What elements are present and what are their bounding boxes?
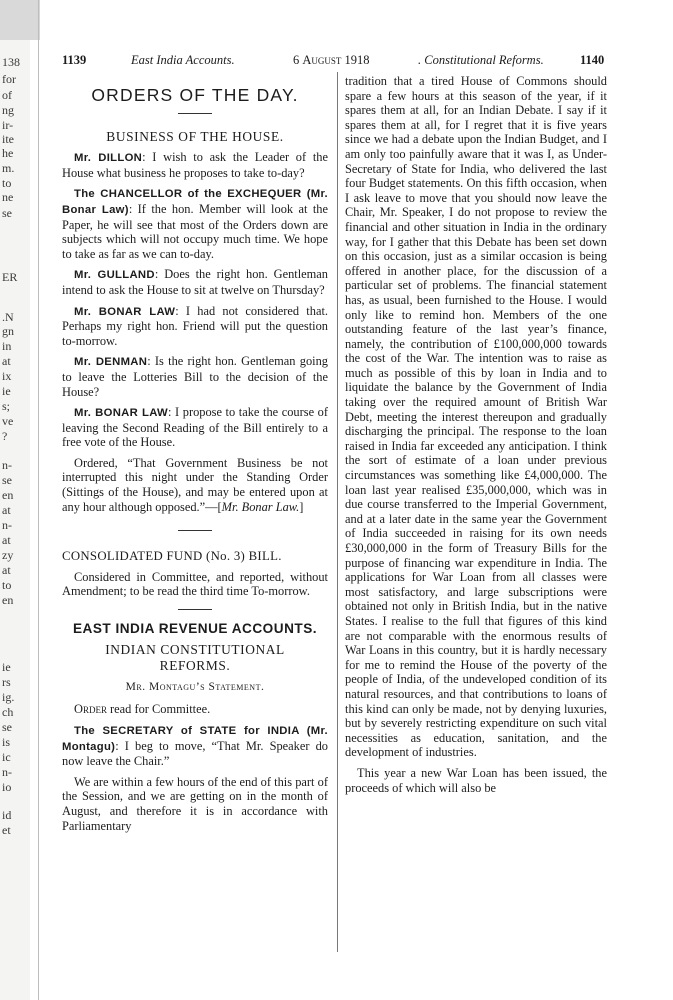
- margin-fragment: ve: [2, 414, 14, 428]
- speech-text: : I propose to take the course of leaving the Second Reading of the Bill entirely to a free vote of the House.: [62, 405, 328, 450]
- speech-dillon: [62, 150, 328, 180]
- margin-fragment: ig.: [2, 690, 15, 704]
- speaker-name: Mr. BONAR LAW: [74, 305, 176, 318]
- speaker-name: Mr. DILLON: [74, 152, 143, 165]
- section-rule: [178, 530, 212, 531]
- business-heading: BUSINESS OF THE HOUSE.: [106, 128, 284, 144]
- margin-fragment: ic: [2, 750, 11, 764]
- speaker-name: Mr. DENMAN: [74, 356, 148, 369]
- margin-fragment: at: [2, 354, 11, 368]
- speech-text: : Is the right hon. Gentleman going to leave the Lotteries Bill to the decision of the House?: [62, 354, 328, 399]
- war-loan-paragraph: This year a new War Loan has been issued, the proceeds of which will also be: [345, 765, 607, 795]
- margin-fragment: en: [2, 593, 14, 607]
- page-number-left: 1139: [62, 53, 87, 67]
- previous-page-margin: [0, 40, 30, 1000]
- margin-fragment: for: [2, 72, 16, 86]
- heading-rule: [178, 113, 212, 114]
- montagu-speech-body: tradition that a tired House of Commons should spare a few hours at this season of the year, if it spares them at all, for an Indian Debate. I say if it spares them at all, for I regret that it is five years since we had a debate upon the Indian Budget, and I am only too painfully aware that it was I, as Under-Secretary of State for India, who delivered the last four Budget statements. On this fifth occasion, when I ask leave to move that you should now leave the Chair, Mr. Speaker, I do not propose to review the financial and other situation in India in the ordinary way, for I gather that this Debate has been set down on this occasion, just as a similar occasion is being offered in another place, for the discussion of a particular set of problems. The financial statement has, as usual, been furnished to the House. I would only like to remind hon. Members of the one outstanding feature of the last year’s finance, namely, the contribution of £100,000,000 towards the cost of the War. The intention was to raise as much as possible of this by loan in India and to liquidate the balance by the Government of India taking over the required amount of British War Debt, meeting the interest thereupon and gradually discharging the principal. The response to the loan raised in India far exceeded any anticipation. I think the sort of estimate of a loan under previous circumstances was something like £4,000,000. The loan last year realised £35,000,000, which was in due course transferred to the Imperial Government, and at a later date in the same year the Government of India succeeded in raising for its own needs £30,000,000 in the form of Treasury Bills for the purpose of financing war expenditure in India. The applications for War Loan from all classes were most satisfactory, and large subscriptions were obtained not only in British India, but in the native States. I realise to the full that figures of this kind are not comparable with the enormous results of War Loans in this country, but it is hardly necessary for me to remind the House of the poverty of the people of India, of the undeveloped condition of its natural resources, and that contributions to loans of this kind can only be made, not by denying luxuries, but by severely restricting expenditure on such vital necessities as education, sanitation, and the development of industries.: [345, 74, 607, 760]
- order-close: ]: [299, 499, 304, 514]
- date-month: August: [302, 53, 342, 67]
- reforms-heading-line1: INDIAN CONSTITUTIONAL: [105, 641, 285, 657]
- section-rule: [178, 609, 212, 610]
- speech-text: : If the hon. Member will look at the Paper, he will see that most of the Orders down are subjects which will not occupy much time. We hope to take as far as we can to-day.: [62, 201, 328, 261]
- margin-fragment: id: [2, 808, 12, 822]
- margin-fragment: to: [2, 578, 12, 592]
- revenue-accounts-heading: EAST INDIA REVENUE ACCOUNTS.: [72, 621, 318, 637]
- margin-fragment: ch: [2, 705, 14, 719]
- margin-fragment: m.: [2, 161, 15, 175]
- ordered-paragraph: [62, 456, 328, 514]
- margin-fragment: n-: [2, 765, 12, 779]
- margin-fragment: 138: [2, 55, 20, 69]
- order-read-text: read for Committee.: [106, 702, 211, 717]
- margin-fragment: se: [2, 206, 12, 220]
- margin-fragment: ir-: [2, 118, 14, 132]
- date-day: 6: [293, 53, 300, 67]
- margin-fragment: io: [2, 780, 12, 794]
- speech-gulland: [62, 267, 328, 297]
- margin-fragment: et: [2, 823, 11, 837]
- order-text: Ordered, “That Government Business be not interrupted this night under the Standing Order (Sittings of the House), and may be entered upon at any hour although opposed.”—[: [62, 455, 328, 514]
- speaker-name: Mr. BONAR LAW: [74, 407, 168, 420]
- margin-fragment: ie: [2, 660, 11, 674]
- speech-denman: [62, 354, 328, 399]
- margin-fragment: is: [2, 735, 11, 749]
- margin-fragment: n-: [2, 518, 12, 532]
- order-read-paragraph: [62, 702, 328, 717]
- margin-fragment: s;: [2, 399, 11, 413]
- margin-fragment: rs: [2, 675, 11, 689]
- speech-chancellor: [62, 186, 328, 261]
- margin-fragment: of: [2, 88, 12, 102]
- margin-fragment: at: [2, 533, 11, 547]
- margin-fragment: at: [2, 563, 11, 577]
- margin-fragment: se: [2, 473, 12, 487]
- speaker-name: Mr. GULLAND: [74, 269, 155, 282]
- running-title-right: . Constitutional Reforms.: [418, 53, 544, 67]
- fund-bill-text: Considered in Committee, and reported, without Amendment; to be read the third time To-morrow.: [62, 569, 328, 599]
- fund-bill-heading: CONSOLIDATED FUND (No. 3) BILL.: [62, 549, 282, 564]
- speech-text: : Does the right hon. Gentleman intend to ask the House to sit at twelve on Thursday?: [62, 267, 328, 297]
- margin-fragment: ie: [2, 384, 11, 398]
- margin-fragment: ix: [2, 369, 12, 383]
- margin-fragment: to: [2, 176, 12, 190]
- margin-fragment: ER: [2, 270, 18, 284]
- margin-fragment: ne: [2, 190, 14, 204]
- left-column: [62, 74, 328, 839]
- running-title-left: East India Accounts.: [131, 53, 235, 67]
- margin-fragment: gn: [2, 324, 14, 338]
- header-date: [293, 53, 370, 68]
- margin-fragment: ite: [2, 132, 14, 146]
- order-lead: Order: [74, 702, 107, 717]
- margin-fragment: en: [2, 488, 14, 502]
- speech-text: : I beg to move, “That Mr. Speaker do now leave the Chair.”: [62, 738, 328, 769]
- margin-fragment: at: [2, 503, 11, 517]
- speaker-name: The SECRETARY of STATE for INDIA (Mr. Montagu): [62, 725, 328, 753]
- margin-fragment: he: [2, 146, 14, 160]
- orders-heading: ORDERS OF THE DAY.: [91, 85, 299, 105]
- speech-bonar-law-1: [62, 304, 328, 349]
- reforms-heading-line2: REFORMS.: [159, 658, 231, 674]
- page-number-right: 1140: [580, 53, 605, 67]
- speech-text: : I wish to ask the Leader of the House what business he proposes to take to-day?: [62, 150, 328, 180]
- margin-fragment: se: [2, 720, 12, 734]
- margin-fragment: ?: [2, 429, 8, 443]
- right-column: [345, 74, 607, 801]
- speech-text: : I had not considered that. Perhaps my right hon. Friend will put the question to-morrow.: [62, 303, 328, 348]
- montagu-continuation: We are within a few hours of the end of this part of the Session, and we are getting on in the month of August, and therefore it is in accordance with Parliamentary: [62, 774, 328, 833]
- speaker-name: The CHANCELLOR of the EXCHEQUER (Mr. Bonar Law): [62, 188, 328, 216]
- speech-bonar-law-2: [62, 405, 328, 450]
- margin-fragment: zy: [2, 548, 14, 562]
- date-year: 1918: [344, 53, 370, 67]
- margin-fragment: n-: [2, 458, 12, 472]
- speech-montagu: [62, 723, 328, 769]
- scan-gutter: [0, 0, 40, 40]
- margin-fragment: in: [2, 339, 12, 353]
- column-divider: [337, 72, 338, 952]
- margin-fragment: ng: [2, 103, 14, 117]
- order-attribution: Mr. Bonar Law.: [221, 499, 300, 514]
- statement-heading: Mr. Montagu’s Statement.: [125, 680, 265, 693]
- page-fold-line: [38, 0, 39, 1000]
- margin-fragment: .N: [2, 310, 14, 324]
